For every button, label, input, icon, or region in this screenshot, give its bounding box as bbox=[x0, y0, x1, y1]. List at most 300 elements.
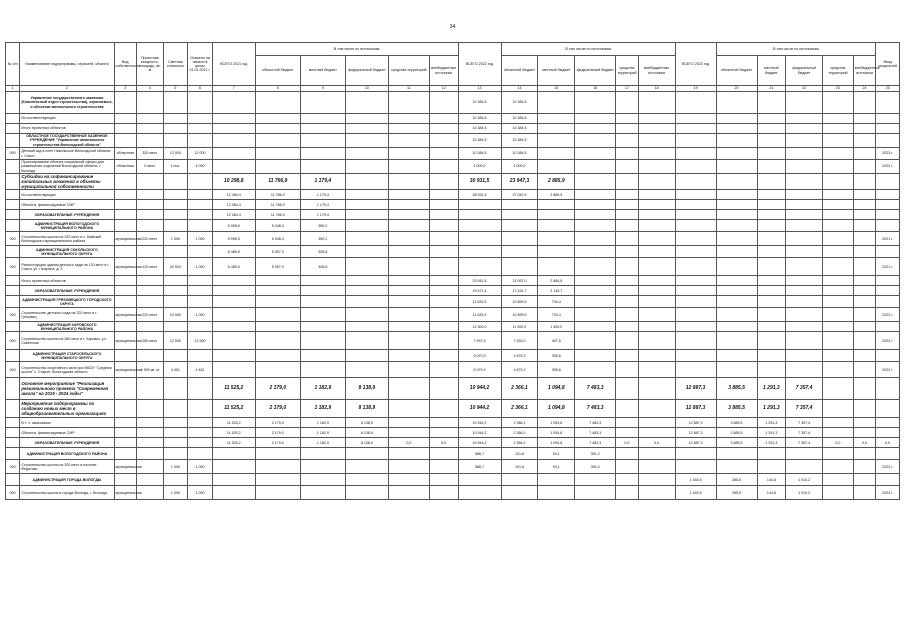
table-cell bbox=[6, 124, 20, 134]
table-cell bbox=[163, 114, 188, 124]
table-cell bbox=[188, 286, 213, 296]
table-cell bbox=[757, 246, 786, 258]
table-cell bbox=[345, 276, 388, 286]
col-subheader: средства территорий bbox=[823, 56, 854, 86]
table-cell bbox=[853, 350, 876, 362]
table-cell: 1 179,4 bbox=[300, 174, 345, 190]
table-cell bbox=[255, 92, 300, 114]
table-cell bbox=[675, 160, 716, 174]
col-number: 13 bbox=[458, 86, 501, 92]
col-header-sources-2022: В том числе по источникам bbox=[501, 43, 675, 56]
table-cell bbox=[638, 148, 675, 160]
table-cell bbox=[876, 378, 900, 400]
table-cell bbox=[575, 92, 616, 114]
table-cell bbox=[757, 134, 786, 148]
table-cell: 10 384,5 bbox=[458, 124, 501, 134]
table-row bbox=[6, 322, 900, 332]
table-cell bbox=[876, 276, 900, 286]
table-cell bbox=[786, 114, 823, 124]
table-cell bbox=[616, 322, 639, 332]
table-cell bbox=[538, 474, 575, 486]
row-name-cell: Проектирование объекта социальной сферы для размещения отделений Вологодской области, г. Вологда bbox=[20, 160, 114, 174]
table-cell bbox=[6, 200, 20, 210]
table-cell bbox=[675, 286, 716, 296]
table-cell: 120 мест bbox=[137, 258, 164, 276]
row-name-cell: АДМИНИСТРАЦИЯ ВОЛОГОДСКОГО МУНИЦИПАЛЬНОГО РАЙОНА bbox=[20, 220, 114, 232]
table-cell: 2 366,1 bbox=[501, 438, 538, 448]
table-cell bbox=[163, 276, 188, 286]
table-cell: 10 899,5 bbox=[501, 296, 538, 308]
table-cell: 2022 г. bbox=[876, 308, 900, 322]
table-cell bbox=[757, 276, 786, 286]
header-row-1 bbox=[6, 43, 900, 56]
table-cell bbox=[300, 322, 345, 332]
table-cell bbox=[300, 474, 345, 486]
table-cell: 20 534 bbox=[163, 258, 188, 276]
table-cell bbox=[716, 174, 757, 190]
table-cell bbox=[675, 114, 716, 124]
table-cell bbox=[853, 190, 876, 200]
table-cell bbox=[786, 258, 823, 276]
table-cell: 3 885,5 bbox=[716, 400, 757, 418]
table-cell bbox=[6, 322, 20, 332]
col-number: 18 bbox=[638, 86, 675, 92]
col-number: 17 bbox=[616, 86, 639, 92]
table-cell bbox=[786, 350, 823, 362]
table-cell bbox=[429, 134, 458, 148]
table-cell: 1 000 bbox=[188, 308, 213, 322]
table-cell: 12 000 bbox=[163, 148, 188, 160]
row-name-cell: Основное мероприятие "Реализация регионального проекта "Современная школа" на 2019 - 2024 годы" bbox=[20, 378, 114, 400]
table-cell bbox=[876, 350, 900, 362]
col-number: 10 bbox=[345, 86, 388, 92]
table-cell bbox=[429, 160, 458, 174]
table-cell: 000 bbox=[6, 258, 20, 276]
col-subheader: федеральный бюджет bbox=[345, 56, 388, 86]
table-cell bbox=[163, 474, 188, 486]
table-cell: 3 885,5 bbox=[716, 378, 757, 400]
table-cell bbox=[716, 258, 757, 276]
table-cell bbox=[876, 246, 900, 258]
table-cell bbox=[429, 232, 458, 246]
table-cell: 10 384,5 bbox=[501, 148, 538, 160]
table-cell bbox=[163, 296, 188, 308]
table-cell: 12 500 bbox=[163, 332, 188, 350]
table-cell bbox=[114, 378, 137, 400]
table-cell bbox=[188, 92, 213, 114]
table-cell bbox=[188, 378, 213, 400]
table-cell bbox=[388, 92, 429, 114]
table-cell: 27 042,9 bbox=[501, 190, 538, 200]
table-row bbox=[6, 474, 900, 486]
table-cell bbox=[675, 308, 716, 322]
table-cell bbox=[823, 362, 854, 378]
table-cell bbox=[853, 296, 876, 308]
table-cell: 1 000 bbox=[163, 232, 188, 246]
table-cell bbox=[388, 114, 429, 124]
table-cell bbox=[163, 350, 188, 362]
table-cell: 1 000 bbox=[163, 460, 188, 474]
table-cell bbox=[388, 286, 429, 296]
table-cell: 7 357,4 bbox=[786, 428, 823, 438]
table-cell bbox=[429, 200, 458, 210]
table-cell bbox=[853, 174, 876, 190]
table-cell bbox=[757, 350, 786, 362]
table-cell bbox=[757, 232, 786, 246]
table-cell bbox=[575, 332, 616, 350]
table-cell: 23 941,5 bbox=[458, 276, 501, 286]
table-cell bbox=[876, 124, 900, 134]
table-row bbox=[6, 486, 900, 500]
table-cell bbox=[638, 332, 675, 350]
table-cell bbox=[388, 276, 429, 286]
table-cell bbox=[757, 362, 786, 378]
table-cell: 2 366,1 bbox=[501, 378, 538, 400]
table-cell bbox=[429, 308, 458, 322]
table-cell bbox=[388, 124, 429, 134]
table-cell bbox=[716, 296, 757, 308]
table-cell: 12 887,3 bbox=[675, 378, 716, 400]
table-cell bbox=[853, 400, 876, 418]
col-subheader: федеральный бюджет bbox=[575, 56, 616, 86]
table-cell bbox=[876, 296, 900, 308]
table-cell: 12 500 bbox=[188, 332, 213, 350]
col-number: 1 bbox=[6, 86, 20, 92]
table-cell bbox=[616, 296, 639, 308]
col-header-capacity: Проектная мощность, площадь, кв. м bbox=[137, 43, 164, 86]
col-number: 2 bbox=[20, 86, 114, 92]
table-cell bbox=[538, 220, 575, 232]
table-cell bbox=[429, 322, 458, 332]
table-cell bbox=[823, 486, 854, 500]
table-cell bbox=[823, 232, 854, 246]
table-cell bbox=[345, 308, 388, 322]
table-cell bbox=[538, 148, 575, 160]
table-cell bbox=[716, 148, 757, 160]
table-row bbox=[6, 448, 900, 460]
table-cell bbox=[114, 418, 137, 428]
table-cell bbox=[429, 174, 458, 190]
table-cell bbox=[823, 308, 854, 322]
table-cell bbox=[853, 486, 876, 500]
table-cell: 10 384,5 bbox=[501, 134, 538, 148]
col-number: 21 bbox=[757, 86, 786, 92]
table-cell bbox=[786, 190, 823, 200]
table-cell bbox=[300, 160, 345, 174]
table-cell bbox=[823, 474, 854, 486]
table-cell bbox=[345, 246, 388, 258]
table-cell bbox=[137, 474, 164, 486]
table-cell bbox=[388, 296, 429, 308]
table-cell: 1 094,8 bbox=[538, 400, 575, 418]
table-cell bbox=[716, 286, 757, 296]
table-cell bbox=[429, 124, 458, 134]
table-cell bbox=[114, 246, 137, 258]
table-cell bbox=[616, 286, 639, 296]
table-cell: 000 bbox=[6, 460, 20, 474]
table-cell bbox=[429, 448, 458, 460]
table-cell bbox=[212, 474, 255, 486]
table-cell bbox=[188, 350, 213, 362]
table-cell: 1 094,8 bbox=[538, 418, 575, 428]
table-row bbox=[6, 332, 900, 350]
table-cell bbox=[716, 220, 757, 232]
table-cell bbox=[345, 448, 388, 460]
col-subheader: средства территорий bbox=[388, 56, 429, 86]
table-row bbox=[6, 220, 900, 232]
table-cell bbox=[6, 134, 20, 148]
table-cell bbox=[575, 220, 616, 232]
table-cell: 11 525,2 bbox=[212, 438, 255, 448]
table-cell bbox=[6, 296, 20, 308]
table-cell bbox=[538, 114, 575, 124]
table-cell bbox=[823, 200, 854, 210]
col-header-sources-2021: В том числе по источникам bbox=[255, 43, 458, 56]
table-cell bbox=[823, 460, 854, 474]
table-cell: 4 451 bbox=[188, 362, 213, 378]
table-cell bbox=[6, 378, 20, 400]
table-cell bbox=[716, 200, 757, 210]
table-cell bbox=[716, 308, 757, 322]
table-cell: 19 571,4 bbox=[458, 286, 501, 296]
table-cell bbox=[638, 258, 675, 276]
table-cell: 94,1 bbox=[538, 460, 575, 474]
table-cell bbox=[757, 296, 786, 308]
table-cell bbox=[716, 124, 757, 134]
table-cell bbox=[823, 286, 854, 296]
table-cell: 950,2 bbox=[300, 220, 345, 232]
table-cell bbox=[188, 210, 213, 220]
table-cell bbox=[163, 174, 188, 190]
table-cell bbox=[137, 190, 164, 200]
table-cell bbox=[675, 92, 716, 114]
table-cell bbox=[757, 220, 786, 232]
table-cell bbox=[675, 232, 716, 246]
table-row bbox=[6, 160, 900, 174]
table-cell bbox=[163, 438, 188, 448]
table-cell bbox=[458, 232, 501, 246]
table-cell bbox=[300, 92, 345, 114]
table-row bbox=[6, 246, 900, 258]
table-cell bbox=[823, 448, 854, 460]
table-row bbox=[6, 438, 900, 448]
table-cell bbox=[163, 428, 188, 438]
table-cell bbox=[458, 210, 501, 220]
table-cell bbox=[114, 124, 137, 134]
table-cell bbox=[853, 148, 876, 160]
table-cell bbox=[638, 308, 675, 322]
table-cell: 391,0 bbox=[575, 460, 616, 474]
table-cell bbox=[137, 220, 164, 232]
table-cell bbox=[757, 258, 786, 276]
table-cell: 285,5 bbox=[716, 474, 757, 486]
table-cell bbox=[388, 460, 429, 474]
table-cell bbox=[300, 350, 345, 362]
table-cell: муниципальная bbox=[114, 362, 137, 378]
table-cell bbox=[388, 362, 429, 378]
table-cell bbox=[429, 378, 458, 400]
row-name-cell: Строительство спортивного зала при МБОУ "Средняя школа" с. Старое, Вологодская область bbox=[20, 362, 114, 378]
table-cell: 3 885,5 bbox=[716, 438, 757, 448]
table-cell: 7 483,3 bbox=[575, 378, 616, 400]
table-cell: 586,7 bbox=[458, 460, 501, 474]
table-cell: 734,4 bbox=[538, 296, 575, 308]
table-cell: 1 182,9 bbox=[300, 378, 345, 400]
table-cell bbox=[137, 428, 164, 438]
table-cell bbox=[616, 210, 639, 220]
table-cell: 2022 г. bbox=[876, 362, 900, 378]
table-cell bbox=[575, 124, 616, 134]
table-cell bbox=[675, 296, 716, 308]
table-row bbox=[6, 210, 900, 220]
table-cell bbox=[675, 124, 716, 134]
table-cell bbox=[616, 220, 639, 232]
table-cell: 734,4 bbox=[538, 308, 575, 322]
table-cell bbox=[716, 160, 757, 174]
table-cell: 2 366,1 bbox=[501, 428, 538, 438]
table-cell bbox=[429, 486, 458, 500]
table-cell: 2 366,1 bbox=[501, 418, 538, 428]
table-cell: 000 bbox=[6, 148, 20, 160]
table-cell: 5 048,3 bbox=[255, 232, 300, 246]
table-cell bbox=[853, 332, 876, 350]
table-cell bbox=[163, 448, 188, 460]
col-number: 6 bbox=[188, 86, 213, 92]
table-cell bbox=[114, 220, 137, 232]
table-cell bbox=[538, 210, 575, 220]
row-name-cell: Объекты, финансируемые СМР bbox=[20, 428, 114, 438]
page-number: 34 bbox=[449, 24, 456, 30]
table-cell bbox=[429, 220, 458, 232]
table-cell: 10 384,5 bbox=[501, 114, 538, 124]
table-cell bbox=[538, 232, 575, 246]
table-cell bbox=[716, 362, 757, 378]
table-cell bbox=[575, 308, 616, 322]
table-cell bbox=[137, 210, 164, 220]
col-subheader: средства территорий bbox=[616, 56, 639, 86]
table-cell bbox=[137, 448, 164, 460]
table-cell bbox=[876, 418, 900, 428]
table-cell bbox=[137, 378, 164, 400]
table-cell bbox=[388, 210, 429, 220]
col-header-commissioning: Ввод мощностей bbox=[876, 43, 900, 86]
table-cell: 21 057,0 bbox=[501, 276, 538, 286]
table-cell: 1 300,0 bbox=[538, 322, 575, 332]
table-cell: 0,0 bbox=[616, 438, 639, 448]
investment-program-table bbox=[5, 42, 900, 500]
col-number: 8 bbox=[255, 86, 300, 92]
table-cell bbox=[345, 200, 388, 210]
table-cell bbox=[853, 308, 876, 322]
table-cell bbox=[388, 246, 429, 258]
table-cell bbox=[188, 200, 213, 210]
table-cell bbox=[429, 332, 458, 350]
table-cell bbox=[823, 174, 854, 190]
table-cell bbox=[876, 190, 900, 200]
table-cell bbox=[188, 322, 213, 332]
table-cell bbox=[300, 148, 345, 160]
col-header-spent: Освоено на начало в ценах 01.01.2021 г. bbox=[188, 43, 213, 86]
table-cell bbox=[638, 486, 675, 500]
table-cell bbox=[345, 486, 388, 500]
table-cell bbox=[163, 134, 188, 148]
table-cell bbox=[255, 460, 300, 474]
table-cell bbox=[163, 200, 188, 210]
table-cell bbox=[786, 276, 823, 286]
table-cell bbox=[255, 486, 300, 500]
table-row bbox=[6, 114, 900, 124]
table-cell: 23 947,3 bbox=[501, 174, 538, 190]
table-cell bbox=[212, 350, 255, 362]
table-cell: 7 357,4 bbox=[786, 418, 823, 428]
table-row bbox=[6, 418, 900, 428]
table-cell bbox=[114, 350, 137, 362]
table-cell bbox=[616, 92, 639, 114]
table-cell bbox=[716, 276, 757, 286]
table-cell bbox=[212, 460, 255, 474]
table-cell bbox=[388, 200, 429, 210]
table-cell: 11 525,2 bbox=[212, 428, 255, 438]
table-cell bbox=[114, 474, 137, 486]
table-cell bbox=[853, 418, 876, 428]
table-cell: 6 485,9 bbox=[212, 246, 255, 258]
table-cell bbox=[255, 276, 300, 286]
table-cell bbox=[212, 296, 255, 308]
table-cell: 12 484,4 bbox=[212, 190, 255, 200]
col-subheader: областной бюджет bbox=[255, 56, 300, 86]
table-cell bbox=[114, 174, 137, 190]
table-cell: 1 010,2 bbox=[786, 486, 823, 500]
table-cell: 1 291,3 bbox=[757, 378, 786, 400]
table-cell bbox=[388, 134, 429, 148]
table-cell: 5 070,9 bbox=[458, 362, 501, 378]
row-name-cell: ОБРАЗОВАТЕЛЬНЫЕ УЧРЕЖДЕНИЯ bbox=[20, 438, 114, 448]
table-cell bbox=[388, 448, 429, 460]
table-cell bbox=[716, 350, 757, 362]
table-cell bbox=[188, 474, 213, 486]
table-cell bbox=[616, 362, 639, 378]
table-cell bbox=[163, 400, 188, 418]
table-cell bbox=[638, 286, 675, 296]
row-name-cell: ОБЛАСТНОЕ ГОСУДАРСТВЕННОЕ КАЗЕННОЕ УЧРЕЖДЕНИЕ "Управление капитального строительства Вологодской области" bbox=[20, 134, 114, 148]
table-cell bbox=[575, 486, 616, 500]
table-cell bbox=[616, 190, 639, 200]
table-cell: 5 998,5 bbox=[212, 220, 255, 232]
row-name-cell: Объекты, финансируемые СМР bbox=[20, 200, 114, 210]
table-cell bbox=[538, 200, 575, 210]
table-cell bbox=[388, 322, 429, 332]
table-cell bbox=[255, 114, 300, 124]
table-cell bbox=[429, 114, 458, 124]
table-cell bbox=[538, 486, 575, 500]
table-cell bbox=[429, 258, 458, 276]
table-cell bbox=[212, 448, 255, 460]
table-cell bbox=[853, 474, 876, 486]
col-header-total-2022: ВСЕГО 2022 год bbox=[458, 43, 501, 86]
table-cell: 2022 г. bbox=[876, 332, 900, 350]
table-cell bbox=[501, 200, 538, 210]
table-cell bbox=[876, 286, 900, 296]
table-cell bbox=[853, 220, 876, 232]
table-cell bbox=[876, 114, 900, 124]
table-cell bbox=[429, 276, 458, 286]
table-cell: 7 937,5 bbox=[458, 332, 501, 350]
table-cell: 10 944,2 bbox=[458, 378, 501, 400]
table-cell bbox=[429, 362, 458, 378]
table-cell bbox=[675, 220, 716, 232]
table-cell bbox=[163, 92, 188, 114]
table-cell bbox=[823, 210, 854, 220]
